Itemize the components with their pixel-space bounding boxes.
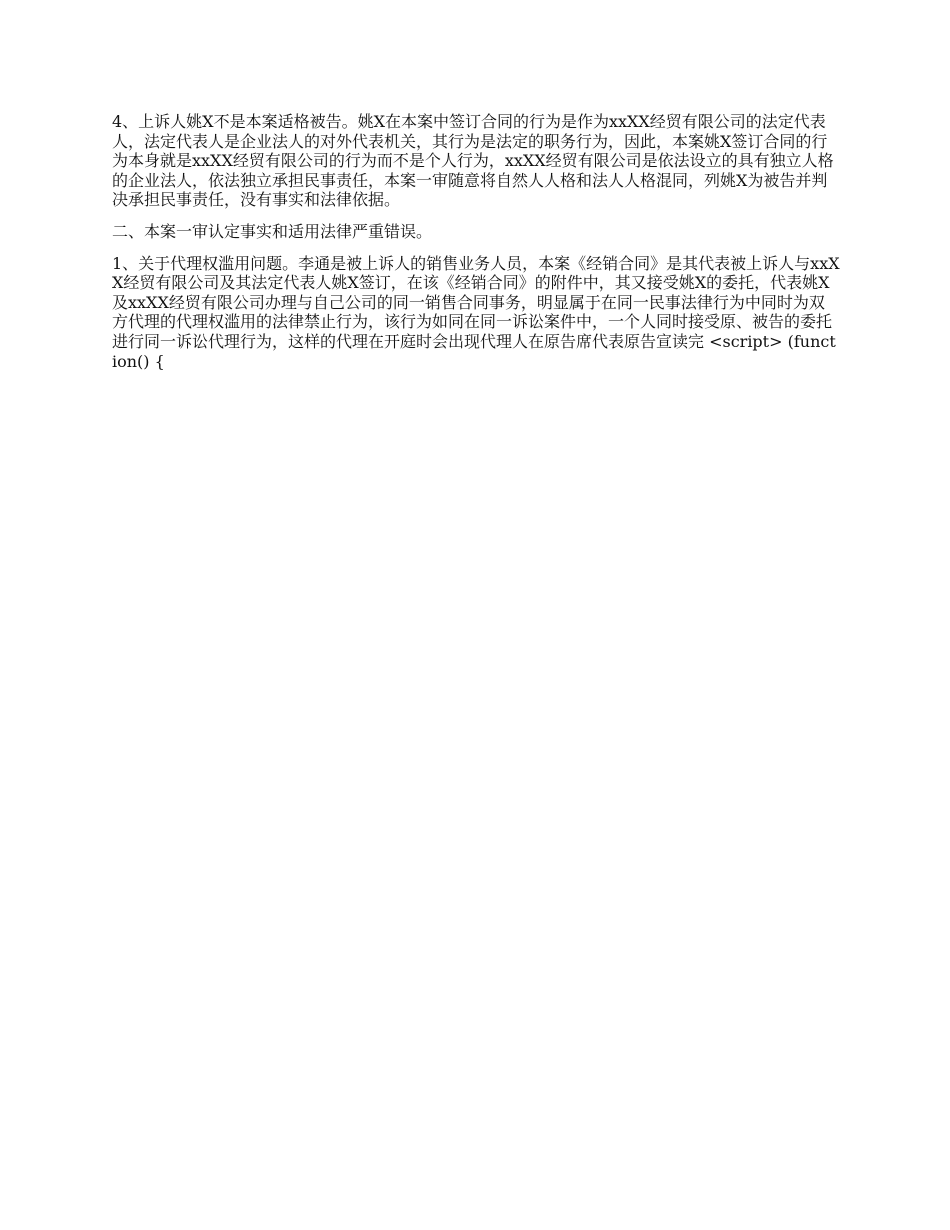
section-heading-errors: 二、本案一审认定事实和适用法律严重错误。 xyxy=(112,221,433,241)
document-page xyxy=(112,112,840,383)
paragraph-agency-abuse: 1、关于代理权滥用问题。李通是被上诉人的销售业务人员，本案《经销合同》是其代表被上诉人与xxXX经贸有限公司及其法定代表人姚X签订，在该《经销合同》的附件中，其又接受姚X的委托，代表姚X及xxXX经贸有限公司办理与自己公司的同一销售合同事务，明显属于在同一民事法律行为中同时为双方代理的代理权滥用的法律禁止行为，该行为如同在同一诉讼案件中，一个人同时接受原、被告的委托进行同一诉讼代理行为，这样的代理在开庭时会出现代理人在原告席代表原告宣读完 <script> (function() { xyxy=(112,253,840,371)
paragraph-defendant-eligibility: 4、上诉人姚X不是本案适格被告。姚X在本案中签订合同的行为是作为xxXX经贸有限公司的法定代表人，法定代表人是企业法人的对外代表机关，其行为是法定的职务行为，因此，本案姚X签订合同的行为本身就是xxXX经贸有限公司的行为而不是个人行为，xxXX经贸有限公司是依法设立的具有独立人格的企业法人，依法独立承担民事责任，本案一审随意将自然人人格和法人人格混同，列姚X为被告并判决承担民事责任，没有事实和法律依据。 xyxy=(112,112,834,210)
